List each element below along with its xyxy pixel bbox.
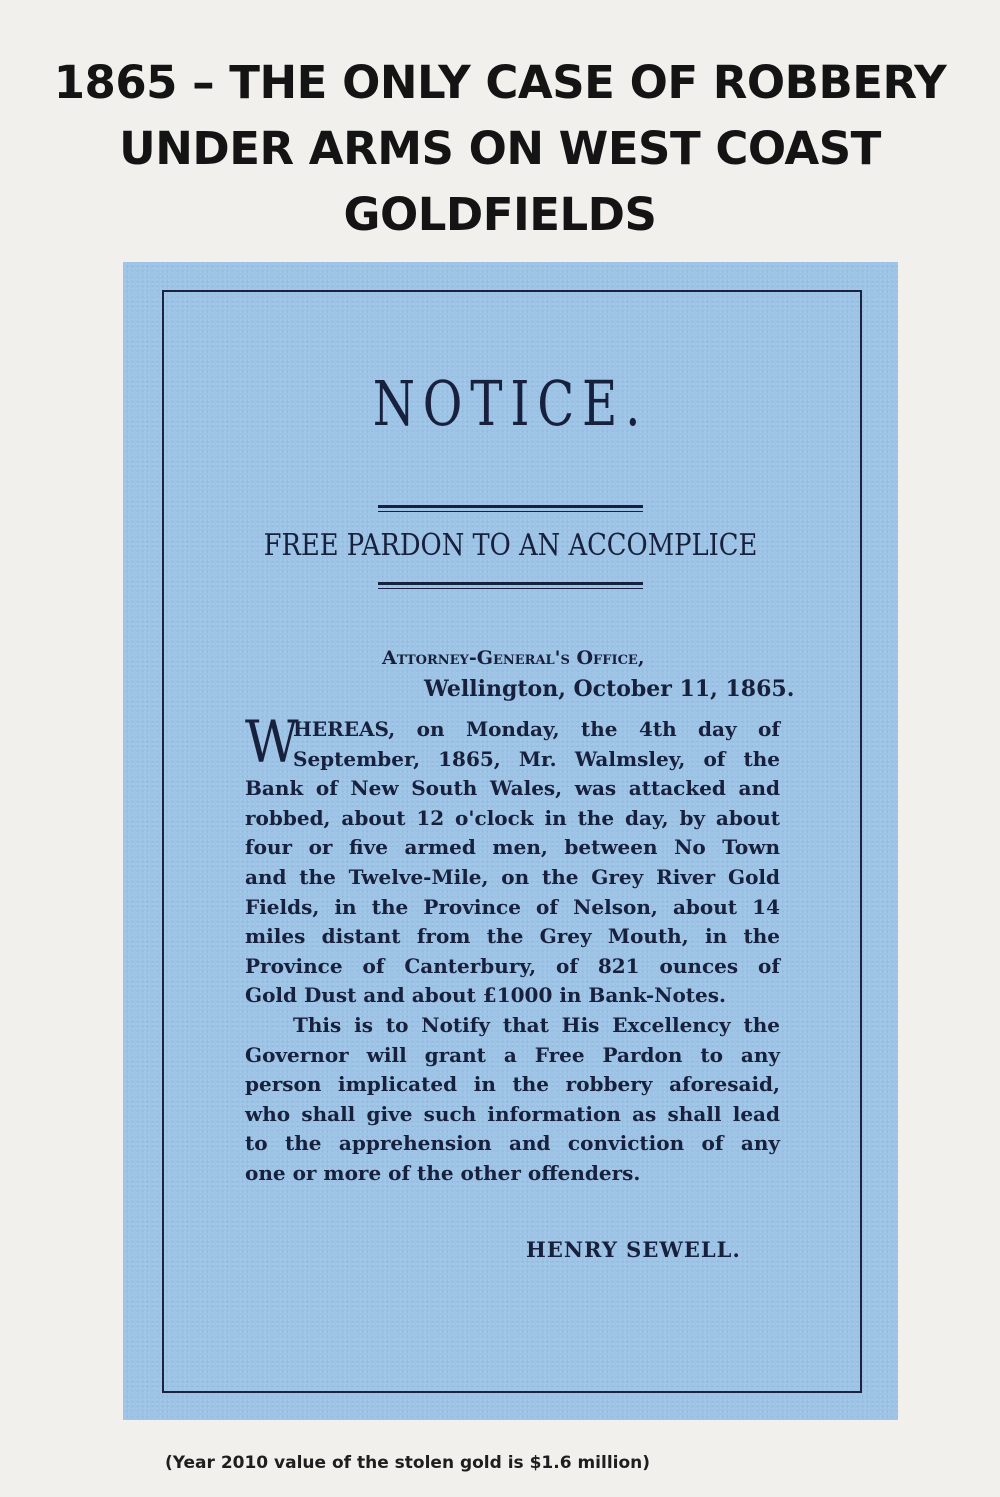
divider-rule-top: [378, 505, 643, 508]
notice-body: [245, 708, 780, 1189]
paragraph-1-line: Province of Canterbury, of 821 ounces of: [245, 953, 780, 978]
notice-title: NOTICE.: [372, 367, 649, 440]
paragraph-1-line: HEREAS, on Monday, the 4th day of: [293, 717, 780, 741]
paragraph-1-line: September, 1865, Mr. Walmsley, of the: [293, 746, 780, 771]
paragraph-2-line: who shall give such information as shall lead: [245, 1101, 780, 1126]
paragraph-1-line: robbed, about 12 o'clock in the day, by about: [245, 805, 780, 830]
signature: HENRY SEWELL.: [526, 1237, 741, 1262]
divider-rule-top-thin: [378, 511, 643, 512]
notice-subtitle: FREE PARDON TO AN ACCOMPLICE: [263, 528, 758, 563]
paragraph-1-line: four or five armed men, between No Town: [245, 835, 780, 860]
paragraph-1-line: Bank of New South Wales, was attacked and: [245, 776, 780, 801]
headline-line-3: GOLDFIELDS: [343, 188, 657, 241]
paragraph-2-line: person implicated in the robbery aforesaid,: [245, 1072, 780, 1097]
caption: (Year 2010 value of the stolen gold is $1.6 million): [165, 1453, 651, 1473]
paragraph-2-line: one or more of the other offenders.: [245, 1160, 641, 1185]
paragraph-1-line: and the Twelve-Mile, on the Grey River Gold: [245, 864, 780, 889]
headline-line-2: UNDER ARMS ON WEST COAST: [119, 122, 881, 175]
divider-rule-bottom: [378, 582, 643, 585]
office-date: Wellington, October 11, 1865.: [424, 676, 795, 702]
paragraph-1-line: Gold Dust and about £1000 in Bank-Notes.: [245, 983, 726, 1008]
headline: [0, 50, 1000, 248]
paragraph-1-line: miles distant from the Grey Mouth, in the: [245, 924, 780, 949]
paragraph-2-line: to the apprehension and conviction of any: [245, 1131, 780, 1156]
drop-cap-letter: W: [245, 708, 299, 776]
paragraph-2-line: Governor will grant a Free Pardon to any: [245, 1042, 780, 1067]
office-heading: Attorney-General's Office,: [382, 647, 645, 669]
headline-line-1: 1865 – THE ONLY CASE OF ROBBERY: [53, 56, 947, 109]
divider-rule-bottom-thin: [378, 588, 643, 589]
notice-poster: [123, 262, 898, 1420]
paragraph-1-line: Fields, in the Province of Nelson, about 14: [245, 894, 780, 919]
paragraph-2-line: This is to Notify that His Excellency the: [293, 1012, 780, 1037]
